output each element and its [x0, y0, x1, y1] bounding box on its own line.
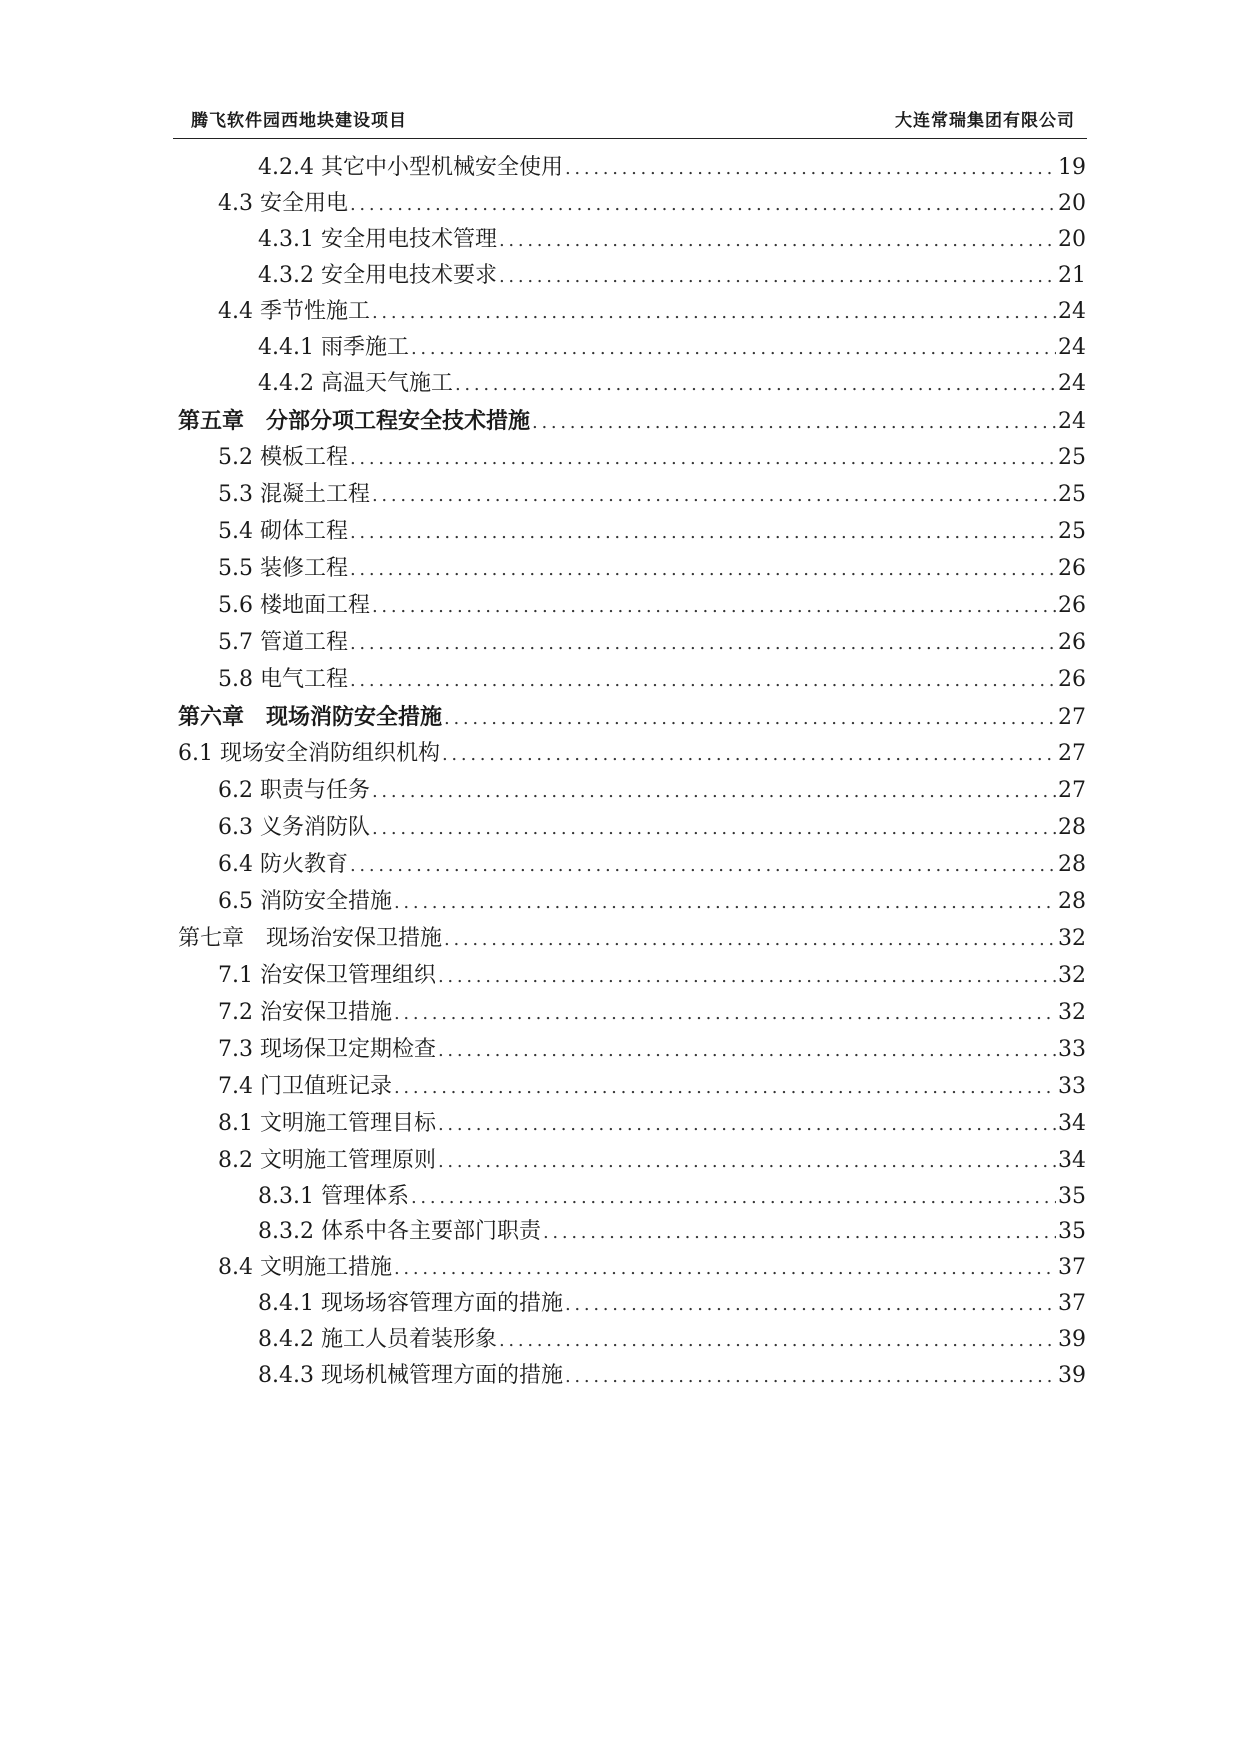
toc-entry[interactable]: [178, 442, 1086, 474]
toc-entry-label: 4.3.1 安全用电技术管理: [258, 227, 497, 252]
toc-entry[interactable]: [178, 1071, 1086, 1103]
toc-entry-page-number: 24: [1058, 335, 1086, 360]
toc-entry-page-number: 32: [1058, 926, 1086, 951]
toc-entry-label: 7.3 现场保卫定期检查: [218, 1037, 436, 1062]
toc-entry-label: 5.8 电气工程: [218, 667, 348, 692]
toc-entry-page-number: 27: [1058, 741, 1086, 766]
toc-entry-label: 4.4 季节性施工: [218, 299, 370, 324]
toc-entry-label: 6.1 现场安全消防组织机构: [178, 741, 440, 766]
toc-entry-page-number: 19: [1058, 155, 1086, 180]
toc-dot-leader: [350, 554, 1056, 586]
toc-dot-leader: [350, 850, 1056, 882]
toc-entry-page-number: 26: [1058, 667, 1086, 692]
toc-entry-page-number: 28: [1058, 852, 1086, 877]
toc-entry-page-number: 37: [1058, 1291, 1086, 1316]
toc-dot-leader: [438, 1035, 1056, 1067]
toc-dot-leader: [499, 261, 1056, 293]
toc-dot-leader: [499, 1325, 1056, 1357]
toc-entry[interactable]: [178, 1108, 1086, 1140]
toc-entry[interactable]: [178, 775, 1086, 807]
toc-entry[interactable]: [178, 590, 1086, 622]
toc-entry-label: 8.4.1 现场场容管理方面的措施: [258, 1291, 563, 1316]
toc-entry[interactable]: [178, 1181, 1086, 1213]
toc-entry-label: 8.4.2 施工人员着装形象: [258, 1327, 497, 1352]
toc-entry-label: 8.3.2 体系中各主要部门职责: [258, 1219, 541, 1244]
toc-dot-leader: [438, 1146, 1056, 1178]
toc-entry-page-number: 27: [1058, 778, 1086, 803]
toc-entry-page-number: 33: [1058, 1037, 1086, 1062]
toc-dot-leader: [394, 998, 1056, 1030]
toc-dot-leader: [565, 153, 1056, 185]
toc-dot-leader: [350, 443, 1056, 475]
toc-entry-label: 7.4 门卫值班记录: [218, 1074, 392, 1099]
toc-entry-label: 7.2 治安保卫措施: [218, 1000, 392, 1025]
toc-entry-label: 4.3.2 安全用电技术要求: [258, 263, 497, 288]
toc-dot-leader: [394, 887, 1056, 919]
toc-entry[interactable]: [178, 1252, 1086, 1284]
toc-entry-label: 8.4.3 现场机械管理方面的措施: [258, 1363, 563, 1388]
toc-entry[interactable]: [178, 296, 1086, 328]
toc-dot-leader: [565, 1289, 1056, 1321]
toc-entry-label: 5.3 混凝土工程: [218, 482, 370, 507]
toc-entry-page-number: 34: [1058, 1111, 1086, 1136]
toc-entry[interactable]: [178, 886, 1086, 918]
toc-dot-leader: [455, 369, 1056, 401]
toc-entry[interactable]: [178, 516, 1086, 548]
toc-entry-page-number: 35: [1058, 1184, 1086, 1209]
toc-entry-label: 4.2.4 其它中小型机械安全使用: [258, 155, 563, 180]
toc-entry-page-number: 37: [1058, 1255, 1086, 1280]
toc-entry[interactable]: [178, 1360, 1086, 1392]
toc-entry[interactable]: [178, 332, 1086, 364]
toc-entry-label: 6.4 防火教育: [218, 852, 348, 877]
toc-dot-leader: [411, 333, 1056, 365]
toc-entry[interactable]: [178, 664, 1086, 696]
toc-entry[interactable]: [178, 405, 1086, 437]
toc-entry[interactable]: [178, 701, 1086, 733]
toc-entry[interactable]: [178, 188, 1086, 220]
toc-entry-page-number: 26: [1058, 556, 1086, 581]
toc-entry-label: 8.2 文明施工管理原则: [218, 1148, 436, 1173]
toc-entry[interactable]: [178, 224, 1086, 256]
toc-entry-label: 第六章 现场消防安全措施: [178, 704, 443, 730]
toc-entry[interactable]: [178, 1324, 1086, 1356]
toc-entry-label: 8.1 文明施工管理目标: [218, 1111, 436, 1136]
toc-dot-leader: [438, 961, 1056, 993]
toc-dot-leader: [372, 776, 1056, 808]
toc-dot-leader: [372, 480, 1056, 512]
toc-entry-label: 4.4.2 高温天气施工: [258, 371, 453, 396]
toc-entry[interactable]: [178, 152, 1086, 184]
toc-dot-leader: [565, 1361, 1056, 1393]
toc-entry[interactable]: [178, 1034, 1086, 1066]
toc-entry-page-number: 26: [1058, 630, 1086, 655]
toc-dot-leader: [372, 297, 1056, 329]
toc-entry-page-number: 20: [1058, 227, 1086, 252]
toc-dot-leader: [532, 407, 1056, 439]
toc-entry[interactable]: [178, 1288, 1086, 1320]
page-header: [173, 104, 1087, 139]
toc-dot-leader: [372, 591, 1056, 623]
toc-entry-label: 8.4 文明施工措施: [218, 1255, 392, 1280]
toc-entry[interactable]: [178, 1145, 1086, 1177]
toc-entry-page-number: 25: [1058, 445, 1086, 470]
toc-entry[interactable]: [178, 479, 1086, 511]
toc-dot-leader: [499, 225, 1056, 257]
toc-entry-page-number: 32: [1058, 963, 1086, 988]
toc-dot-leader: [543, 1217, 1056, 1249]
toc-dot-leader: [444, 703, 1056, 735]
toc-entry-page-number: 39: [1058, 1327, 1086, 1352]
toc-entry[interactable]: [178, 960, 1086, 992]
toc-entry-label: 5.7 管道工程: [218, 630, 348, 655]
toc-dot-leader: [350, 517, 1056, 549]
toc-dot-leader: [444, 924, 1056, 956]
toc-entry-label: 5.4 砌体工程: [218, 519, 348, 544]
toc-entry-label: 第五章 分部分项工程安全技术措施: [178, 408, 531, 434]
toc-entry-page-number: 24: [1058, 409, 1086, 434]
toc-entry-label: 7.1 治安保卫管理组织: [218, 963, 436, 988]
toc-entry-label: 4.3 安全用电: [218, 191, 348, 216]
toc-dot-leader: [394, 1072, 1056, 1104]
toc-dot-leader: [438, 1109, 1056, 1141]
toc-entry-page-number: 34: [1058, 1148, 1086, 1173]
toc-entry[interactable]: [178, 1216, 1086, 1248]
toc-entry-label: 5.6 楼地面工程: [218, 593, 370, 618]
toc-entry-page-number: 26: [1058, 593, 1086, 618]
toc-entry-page-number: 21: [1058, 263, 1086, 288]
toc-entry-label: 4.4.1 雨季施工: [258, 335, 409, 360]
toc-dot-leader: [350, 628, 1056, 660]
toc-entry-page-number: 32: [1058, 1000, 1086, 1025]
toc-entry[interactable]: [178, 923, 1086, 955]
toc-dot-leader: [411, 1182, 1056, 1214]
toc-entry-label: 6.5 消防安全措施: [218, 889, 392, 914]
toc-entry-page-number: 25: [1058, 519, 1086, 544]
toc-entry-page-number: 35: [1058, 1219, 1086, 1244]
header-project-title: 腾飞软件园西地块建设项目: [191, 111, 407, 131]
toc-dot-leader: [372, 813, 1056, 845]
toc-entry-page-number: 27: [1058, 705, 1086, 730]
toc-entry-page-number: 25: [1058, 482, 1086, 507]
toc-entry[interactable]: [178, 553, 1086, 585]
toc-entry-label: 5.5 装修工程: [218, 556, 348, 581]
toc-entry-page-number: 28: [1058, 889, 1086, 914]
toc-entry[interactable]: [178, 738, 1086, 770]
toc-entry-label: 6.2 职责与任务: [218, 778, 370, 803]
toc-entry-label: 5.2 模板工程: [218, 445, 348, 470]
toc-entry[interactable]: [178, 812, 1086, 844]
toc-entry-label: 8.3.1 管理体系: [258, 1184, 409, 1209]
toc-dot-leader: [350, 665, 1056, 697]
toc-dot-leader: [442, 739, 1056, 771]
toc-entry-page-number: 39: [1058, 1363, 1086, 1388]
toc-entry-page-number: 24: [1058, 299, 1086, 324]
toc-entry-page-number: 28: [1058, 815, 1086, 840]
toc-dot-leader: [350, 189, 1056, 221]
toc-entry[interactable]: [178, 260, 1086, 292]
toc-entry[interactable]: [178, 368, 1086, 400]
toc-entry[interactable]: [178, 849, 1086, 881]
toc-entry-label: 6.3 义务消防队: [218, 815, 370, 840]
toc-entry-page-number: 20: [1058, 191, 1086, 216]
toc-dot-leader: [394, 1253, 1056, 1285]
toc-entry[interactable]: [178, 627, 1086, 659]
toc-entry-page-number: 24: [1058, 371, 1086, 396]
toc-entry-page-number: 33: [1058, 1074, 1086, 1099]
header-company-name: 大连常瑞集团有限公司: [895, 111, 1075, 131]
toc-entry-label: 第七章 现场治安保卫措施: [178, 926, 443, 951]
toc-entry[interactable]: [178, 997, 1086, 1029]
